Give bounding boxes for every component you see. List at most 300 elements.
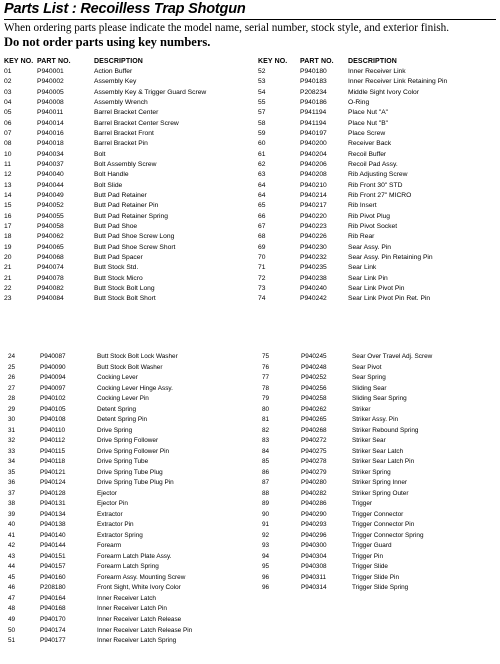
key-number: 64 <box>258 191 266 199</box>
part-number: P940197 <box>300 129 327 137</box>
description: Drive Spring Follower Pin <box>97 447 170 455</box>
description: Cocking Lever <box>97 374 138 382</box>
table-row <box>0 88 500 97</box>
key-number: 21 <box>4 264 12 272</box>
description: Striker Spring <box>352 468 391 476</box>
table-row <box>0 626 500 635</box>
description: Trigger Slide Pin <box>352 573 400 581</box>
table-row <box>0 170 500 179</box>
key-number: 92 <box>262 531 270 539</box>
part-number: P940235 <box>300 264 327 272</box>
table-row <box>0 394 500 403</box>
key-number: 11 <box>4 160 11 168</box>
key-number: 03 <box>4 88 12 96</box>
key-number: 82 <box>262 426 270 434</box>
key-number: 66 <box>258 212 266 220</box>
description: Barrel Bracket Center Screw <box>94 119 179 127</box>
part-number: P940144 <box>40 542 66 550</box>
key-number: 85 <box>262 458 270 466</box>
key-number: 54 <box>258 88 266 96</box>
key-number: 52 <box>258 68 266 75</box>
part-number: P940108 <box>40 416 66 424</box>
key-number: 93 <box>262 542 270 550</box>
key-number-warning: Do not order parts using key numbers. <box>4 35 211 49</box>
part-number: P208234 <box>300 88 327 96</box>
part-number: P940160 <box>40 573 66 581</box>
description: Sear Link Pivot Pin <box>348 284 405 292</box>
part-number: P940206 <box>300 160 327 168</box>
part-number: P940279 <box>301 468 327 476</box>
part-number: P940001 <box>37 68 64 75</box>
description: Butt Pad Spacer <box>94 253 143 261</box>
description: Sliding Sear <box>352 384 387 392</box>
description: Striker Sear <box>352 437 386 445</box>
part-number: P940097 <box>40 384 66 392</box>
part-number: P940245 <box>301 353 327 360</box>
key-number: 04 <box>4 98 12 106</box>
description: Rib Adjusting Screw <box>348 171 408 179</box>
description: Bolt <box>94 150 106 158</box>
key-number: 83 <box>262 437 270 445</box>
description: Sear Assy. Pin <box>348 243 391 251</box>
key-number: 29 <box>8 405 16 413</box>
key-number: 16 <box>4 212 12 220</box>
description: Bolt Assembly Screw <box>94 160 157 168</box>
table-row <box>0 415 500 424</box>
part-number: P940220 <box>300 212 327 220</box>
part-number: P940087 <box>40 353 66 360</box>
part-number: P940005 <box>37 88 64 96</box>
part-number: P940242 <box>300 295 327 303</box>
part-number: P940134 <box>40 510 66 518</box>
key-number: 91 <box>262 521 270 529</box>
key-number: 41 <box>8 531 16 539</box>
description: Inner Receiver Latch Spring <box>97 637 177 645</box>
description: Trigger Connector Spring <box>352 531 424 539</box>
key-number: 94 <box>262 552 270 560</box>
part-number: P940102 <box>40 395 66 403</box>
key-number: 24 <box>8 353 16 360</box>
table-row <box>0 457 500 466</box>
description: Striker Assy. Pin <box>352 416 399 424</box>
key-number: 27 <box>8 384 16 392</box>
key-number: 86 <box>262 468 270 476</box>
table-row <box>0 541 500 550</box>
part-number: P940200 <box>300 140 327 148</box>
description: Butt Pad Shoe <box>94 222 138 230</box>
description: Sear Spring <box>352 374 386 382</box>
description: Drive Spring Tube <box>97 458 149 466</box>
part-number: P940168 <box>40 605 66 613</box>
key-number: 57 <box>258 109 266 117</box>
description: Front Sight, White Ivory Color <box>97 584 181 592</box>
table-row <box>0 284 500 293</box>
part-number: P940314 <box>301 584 327 592</box>
table-row <box>0 352 500 361</box>
description: Butt Pad Retainer <box>94 191 147 199</box>
key-number: 12 <box>4 171 12 179</box>
description: Inner Receiver Latch <box>97 594 156 602</box>
description: Assembly Wrench <box>94 98 148 106</box>
description: Drive Spring <box>97 426 133 434</box>
key-number: 45 <box>8 573 16 581</box>
part-number: P940131 <box>40 500 66 508</box>
key-number: 55 <box>258 98 266 106</box>
description: Butt Stock Std. <box>94 264 139 272</box>
key-number: 02 <box>4 78 12 86</box>
table-row <box>0 139 500 148</box>
part-number: P940115 <box>40 447 66 455</box>
table-row <box>0 615 500 624</box>
description: Ejector Pin <box>97 500 128 508</box>
part-number: P940008 <box>37 98 64 106</box>
description: Ejector <box>97 489 117 497</box>
col-header-part: PART NO. <box>300 58 334 65</box>
description: Inner Receiver Latch Pin <box>97 605 167 613</box>
part-number: P940262 <box>301 405 327 413</box>
table-row <box>0 253 500 262</box>
description: Trigger Pin <box>352 552 384 560</box>
key-number: 50 <box>8 626 16 634</box>
key-number: 30 <box>8 416 16 424</box>
part-number: P940186 <box>300 98 327 106</box>
part-number: P940058 <box>37 222 64 230</box>
table-row <box>0 222 500 231</box>
description: Cocking Lever Pin <box>97 395 149 403</box>
table-row <box>0 426 500 435</box>
description: Forearm <box>97 542 122 550</box>
part-number: P940248 <box>301 363 327 371</box>
part-number: P941194 <box>300 109 327 117</box>
key-number: 59 <box>258 129 266 137</box>
description: O-Ring <box>348 98 370 106</box>
part-number: P940296 <box>301 531 327 539</box>
description: Striker Spring Outer <box>352 489 409 497</box>
description: Butt Pad Retainer Spring <box>94 212 168 220</box>
key-number: 58 <box>258 119 266 127</box>
key-number: 49 <box>8 616 16 623</box>
table-row <box>0 243 500 252</box>
description: Sliding Sear Spring <box>352 395 407 403</box>
description: Trigger Connector Pin <box>352 521 415 529</box>
description: Recoil Pad Assy. <box>348 160 398 168</box>
description: Inner Receiver Latch Release <box>97 616 182 623</box>
part-number: P940308 <box>301 563 327 571</box>
key-number: 37 <box>8 489 16 497</box>
part-number: P940268 <box>301 426 327 434</box>
part-number: P940272 <box>301 437 327 445</box>
table-row <box>0 77 500 86</box>
part-number: P940232 <box>300 253 327 261</box>
key-number: 25 <box>8 363 16 371</box>
table-row <box>0 108 500 117</box>
key-number: 33 <box>8 447 16 455</box>
key-number: 76 <box>262 363 270 371</box>
key-number: 69 <box>258 243 266 251</box>
key-number: 39 <box>8 510 16 518</box>
description: Place Screw <box>348 129 386 137</box>
description: Drive Spring Tube Plug Pin <box>97 479 174 487</box>
key-number: 71 <box>258 264 266 272</box>
part-number: P940014 <box>37 119 64 127</box>
table-row <box>0 98 500 107</box>
part-number: P940112 <box>40 437 66 445</box>
table-row <box>0 636 500 645</box>
key-number: 90 <box>262 510 270 518</box>
part-number: P940040 <box>37 171 64 179</box>
description: Inner Receiver Latch Release Pin <box>97 626 193 634</box>
part-number: P940090 <box>40 363 66 371</box>
part-number: P940128 <box>40 489 66 497</box>
description: Striker Rebound Spring <box>352 426 419 434</box>
part-number: P940275 <box>301 447 327 455</box>
key-number: 35 <box>8 468 16 476</box>
key-number: 70 <box>258 253 266 261</box>
table-row <box>0 573 500 582</box>
description: Inner Receiver Link Retaining Pin <box>348 78 448 86</box>
key-number: 88 <box>262 489 270 497</box>
part-number: P940049 <box>37 191 64 199</box>
description: Butt Stock Bolt Lock Washer <box>97 353 178 360</box>
part-number: P940170 <box>40 616 66 623</box>
part-number: P940230 <box>300 243 327 251</box>
description: Inner Receiver Link <box>348 68 406 75</box>
description: Drive Spring Follower <box>97 437 159 445</box>
key-number: 75 <box>262 353 270 360</box>
part-number: P940084 <box>37 295 64 303</box>
part-number: P940055 <box>37 212 64 220</box>
part-number: P940018 <box>37 140 64 148</box>
description: Assembly Key <box>94 78 137 86</box>
description: Sear Assy. Pin Retaining Pin <box>348 253 433 261</box>
table-row <box>0 520 500 529</box>
description: Striker Sear Latch <box>352 447 404 455</box>
part-number: P940110 <box>40 426 66 434</box>
part-number: P940068 <box>37 253 64 261</box>
key-number: 46 <box>8 584 16 592</box>
key-number: 36 <box>8 479 16 487</box>
table-row <box>0 150 500 159</box>
table-row <box>0 552 500 561</box>
table-row <box>0 129 500 138</box>
description: Recoil Buffer <box>348 150 387 158</box>
key-number: 61 <box>258 150 266 158</box>
key-number: 47 <box>8 594 16 602</box>
part-number: P940157 <box>40 563 66 571</box>
key-number: 68 <box>258 233 266 241</box>
key-number: 79 <box>262 395 270 403</box>
part-number: P940238 <box>300 274 327 282</box>
key-number: 08 <box>4 140 12 148</box>
part-number: P940304 <box>301 552 327 560</box>
part-number: P940258 <box>301 395 327 403</box>
table-row <box>0 562 500 571</box>
part-number: P940180 <box>300 68 327 75</box>
key-number: 74 <box>258 295 266 303</box>
key-number: 40 <box>8 521 16 529</box>
part-number: P940286 <box>301 500 327 508</box>
description: Place Nut "B" <box>348 119 389 127</box>
part-number: P940118 <box>40 458 66 466</box>
key-number: 15 <box>4 202 12 210</box>
key-number: 13 <box>4 181 12 189</box>
description: Sear Link Pin <box>348 274 388 282</box>
table-row <box>0 436 500 445</box>
description: Butt Pad Shoe Screw Short <box>94 243 176 251</box>
key-number: 60 <box>258 140 266 148</box>
part-number: P940105 <box>40 405 66 413</box>
description: Striker Spring Inner <box>352 479 408 487</box>
table-row <box>0 489 500 498</box>
description: Place Nut "A" <box>348 109 389 117</box>
part-number: P940164 <box>40 594 66 602</box>
description: Sear Over Travel Adj. Screw <box>352 353 433 360</box>
part-number: P940256 <box>301 384 327 392</box>
key-number: 20 <box>4 253 12 261</box>
description: Butt Stock Micro <box>94 274 143 282</box>
part-number: P941194 <box>300 119 327 127</box>
table-row <box>0 604 500 613</box>
col-header-key: KEY NO. <box>4 58 34 65</box>
part-number: P940183 <box>300 78 327 86</box>
key-number: 95 <box>262 563 270 571</box>
key-number: 18 <box>4 233 12 241</box>
part-number: P940078 <box>37 274 64 282</box>
part-number: P940151 <box>40 552 66 560</box>
part-number: P940037 <box>37 160 64 168</box>
table-row <box>0 160 500 169</box>
description: Bolt Slide <box>94 181 123 189</box>
description: Forearm Latch Spring <box>97 563 159 571</box>
description: Trigger <box>352 500 373 508</box>
part-number: P940223 <box>300 222 327 230</box>
part-number: P940214 <box>300 191 327 199</box>
description: Drive Spring Tube Plug <box>97 468 163 476</box>
part-number: P940240 <box>300 284 327 292</box>
part-number: P940278 <box>301 458 327 466</box>
description: Assembly Key & Trigger Guard Screw <box>94 88 207 96</box>
key-number: 72 <box>258 274 266 282</box>
key-number: 17 <box>4 222 12 230</box>
key-number: 87 <box>262 479 270 487</box>
table-row <box>0 373 500 382</box>
key-number: 96 <box>262 573 270 581</box>
part-number: P940208 <box>300 171 327 179</box>
ordering-instructions: When ordering parts please indicate the model name, serial number, stock style, and exterior finish. <box>4 22 450 34</box>
table-row <box>0 363 500 372</box>
key-number: 26 <box>8 374 16 382</box>
part-number: P940210 <box>300 181 327 189</box>
part-number: P940002 <box>37 78 64 86</box>
table-row <box>0 191 500 200</box>
description: Extractor <box>97 510 123 518</box>
page-title: Parts List : Recoilless Trap Shotgun <box>4 1 246 17</box>
part-number: P208180 <box>40 584 66 592</box>
key-number: 63 <box>258 171 266 179</box>
table-row <box>0 119 500 128</box>
part-number: P940300 <box>301 542 327 550</box>
key-number: 89 <box>262 500 270 508</box>
description: Trigger Slide <box>352 563 388 571</box>
table-row <box>0 212 500 221</box>
title-divider <box>4 19 496 20</box>
part-number: P940290 <box>301 510 327 518</box>
description: Rib Front 30" STD <box>348 181 403 189</box>
key-number: 80 <box>262 405 270 413</box>
table-row <box>0 232 500 241</box>
part-number: P940217 <box>300 202 327 210</box>
key-number: 43 <box>8 552 16 560</box>
key-number: 62 <box>258 160 266 168</box>
part-number: P940011 <box>37 109 64 117</box>
description: Sear Pivot <box>352 363 382 371</box>
description: Middle Sight Ivory Color <box>348 88 419 96</box>
part-number: P940252 <box>301 374 327 382</box>
part-number: P940074 <box>37 264 64 272</box>
description: Trigger Connector <box>352 510 404 518</box>
key-number: 10 <box>4 150 12 158</box>
key-number: 06 <box>4 119 12 127</box>
description: Receiver Back <box>348 140 392 148</box>
col-header-desc: DESCRIPTION <box>348 58 397 65</box>
description: Bolt Handle <box>94 171 129 179</box>
table-row <box>0 294 500 303</box>
part-number: P940082 <box>37 284 64 292</box>
table-row <box>0 201 500 210</box>
table-row <box>0 263 500 272</box>
key-number: 78 <box>262 384 270 392</box>
key-number: 51 <box>8 637 16 645</box>
description: Action Buffer <box>94 68 133 75</box>
table-row <box>0 468 500 477</box>
table-row <box>0 478 500 487</box>
description: Striker Sear Latch Pin <box>352 458 415 466</box>
key-number: 53 <box>258 78 266 86</box>
part-number: P940124 <box>40 479 66 487</box>
description: Detent Spring <box>97 405 137 413</box>
table-row <box>0 583 500 592</box>
description: Butt Stock Bolt Short <box>94 295 156 303</box>
description: Sear Link <box>348 264 377 272</box>
table-row <box>0 594 500 603</box>
part-number: P940034 <box>37 150 64 158</box>
table-row <box>0 531 500 540</box>
key-number: 14 <box>4 191 12 199</box>
description: Rib Insert <box>348 202 377 210</box>
key-number: 21 <box>4 274 12 282</box>
key-number: 01 <box>4 68 12 75</box>
key-number: 22 <box>4 284 12 292</box>
col-header-part: PART NO. <box>37 58 71 65</box>
table-row <box>0 510 500 519</box>
key-number: 19 <box>4 243 12 251</box>
description: Butt Pad Shoe Screw Long <box>94 233 175 241</box>
part-number: P940140 <box>40 531 66 539</box>
description: Rib Rear <box>348 233 375 241</box>
key-number: 34 <box>8 458 16 466</box>
key-number: 73 <box>258 284 266 292</box>
description: Trigger Guard <box>352 542 392 550</box>
key-number: 44 <box>8 563 16 571</box>
description: Extractor Spring <box>97 531 143 539</box>
description: Forearm Assy. Mounting Screw <box>97 573 186 581</box>
key-number: 23 <box>4 295 12 303</box>
part-number: P940062 <box>37 233 64 241</box>
key-number: 32 <box>8 437 16 445</box>
upper-table-header <box>0 57 500 66</box>
part-number: P940280 <box>301 479 327 487</box>
table-row <box>0 274 500 283</box>
